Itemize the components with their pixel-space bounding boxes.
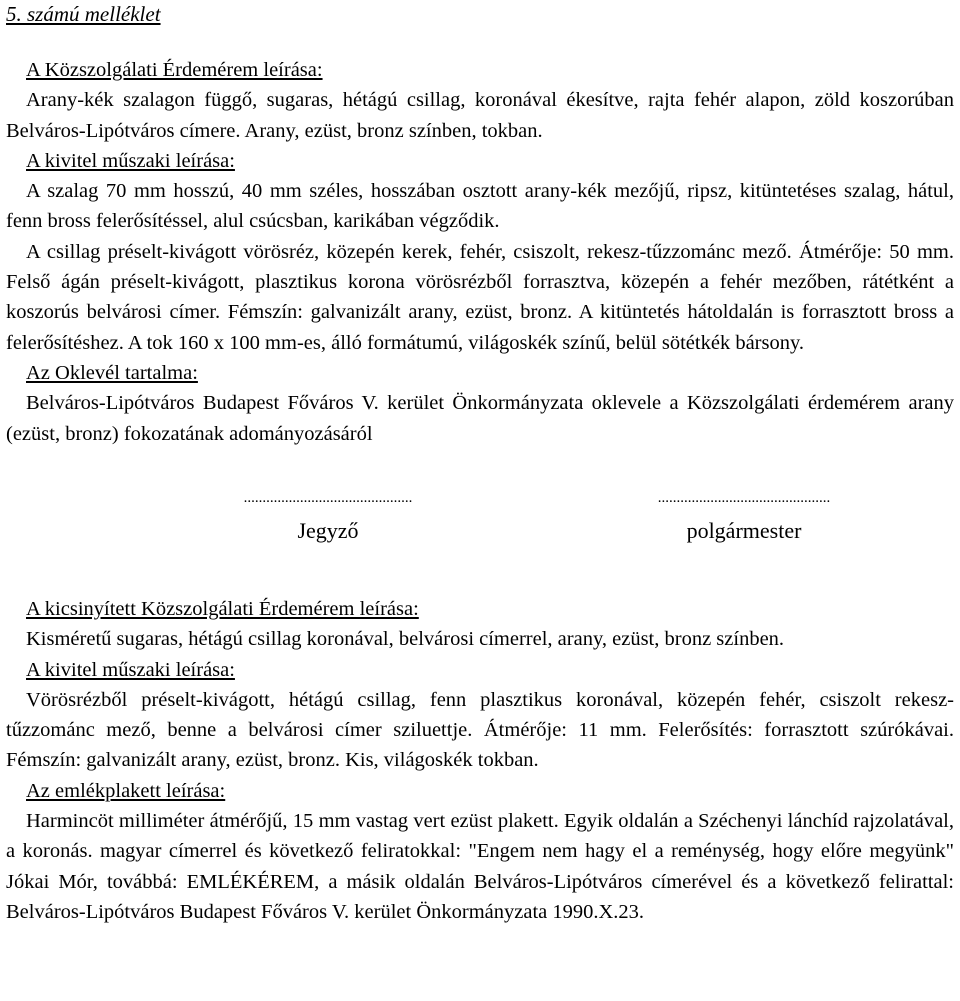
signature-line-right: .............................................. xyxy=(657,490,831,506)
mini-description: Kisméretű sugaras, hétágú csillag koronával, belvárosi címerrel, arany, ezüst, bronz színben. xyxy=(26,628,785,651)
signature-role-left: Jegyző xyxy=(297,518,359,543)
mini-heading: A kicsinyített Közszolgálati Érdemérem leírása: xyxy=(26,598,419,620)
medal-heading: A Közszolgálati Érdemérem leírása: xyxy=(26,59,323,81)
medal-tech-heading: A kivitel műszaki leírása: xyxy=(26,149,235,172)
annex-title: 5. számú melléklet xyxy=(6,2,161,26)
signature-role-right: polgármester xyxy=(686,518,802,543)
plaque-heading: Az emlékplakett leírása: xyxy=(26,779,226,802)
medal-description: Arany-kék szalagon függő, sugaras, hétágú csillag, koronával ékesítve, rajta fehér alapon, zöld koszorúban Belváros-Lipótváros címere. Arany, ezüst, bronz színben, tokban. xyxy=(6,89,954,142)
mini-tech-heading: A kivitel műszaki leírása: xyxy=(26,658,235,681)
diploma-text: Belváros-Lipótváros Budapest Főváros V. kerület Önkormányzata oklevele a Közszolgálati érdemérem arany (ezüst, bronz) fokozatának adományozásáról xyxy=(6,392,954,445)
signature-polgarmester xyxy=(565,488,923,546)
plaque-text: Harmincöt milliméter átmérőjű, 15 mm vastag vert ezüst plakett. Egyik oldalán a Széchenyi lánchíd rajzolatával, a koronás. magyar címerrel és következő feliratokkal: "Engem nem hagy el a reménység, hogy előre megyünk" Jókai Mór, továbbá: EMLÉKÉREM, a másik oldalán Belváros-Lipótváros címerével és a következő felirattal: Belváros-Lipótváros Budapest Főváros V. kerület Önkormányzata 1990.X.23. xyxy=(6,810,954,923)
mini-medal-section xyxy=(6,594,954,927)
medal-tech-paragraph-2: A csillag préselt-kivágott vörösréz, közepén kerek, fehér, csiszolt, rekesz-tűzzománc mező. Átmérője: 50 mm. Felső ágán préselt-kivágott, plasztikus korona vörösrézből forrasztva, közepén a fehér mezőben, rátétként a koszorús belvárosi címer. Fémszín: galvanizált arany, ezüst, bronz. A kitüntetés hátoldalán is forrasztott bross a felerősítéshez. A tok 160 x 100 mm-es, álló formátumú, világoskék színű, belül sötétkék bársony. xyxy=(6,240,954,354)
signature-row xyxy=(0,488,960,558)
signature-line-left: ............................................. xyxy=(243,490,413,506)
diploma-heading: Az Oklevél tartalma: xyxy=(26,361,198,384)
mini-tech-text: Vörösrézből préselt-kivágott, hétágú csillag, fenn plasztikus koronával, közepén fehér, csiszolt rekesz-tűzzománc mező, benne a belvárosi címer sziluettje. Átmérője: 11 mm. Felerősítés: forrasztott szúrókávai. Fémszín: galvanizált arany, ezüst, bronz. Kis, világoskék tokban. xyxy=(6,688,954,772)
medal-section xyxy=(6,55,954,449)
signature-jegyzo xyxy=(225,488,431,546)
medal-tech-paragraph-1: A szalag 70 mm hosszú, 40 mm széles, hosszában osztott arany-kék mezőjű, ripsz, kitüntetéses szalag, hátul, fenn bross felerősítéssel, alul csúcsban, karikában végződik. xyxy=(6,180,954,233)
